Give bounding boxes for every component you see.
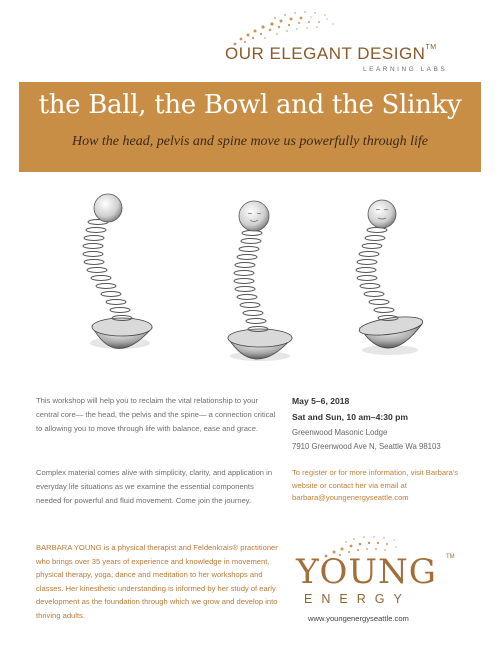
event-time: Sat and Sun, 10 am–4:30 pm	[292, 412, 409, 422]
brand-name: OUR ELEGANT DESIGN™	[225, 44, 437, 63]
workshop-details: Complex material comes alive with simplicity, clarity, and application in everyday life situations as we examine the essential components needed for powerful and fluid movement. Come join the journey.	[36, 468, 273, 505]
event-venue: Greenwood Masonic Lodge	[292, 428, 388, 437]
young-energy-logo	[296, 534, 456, 614]
workshop-description: This workshop will help you to reclaim the vital relationship to your central core— the head, the pelvis and the spine— a connection critical to allowing you to move through life with balance, ease and grace.	[36, 396, 276, 433]
page-subtitle: How the head, pelvis and spine move us powerfully through life	[71, 134, 429, 149]
our-elegant-design-logo	[215, 8, 485, 78]
logo-trademark: TM	[446, 554, 455, 560]
logo-young: YOUNG	[296, 552, 437, 592]
event-date: May 5–6, 2018	[292, 396, 350, 406]
logo-energy: ENERGY	[304, 592, 411, 606]
website-link[interactable]: www.youngenergyseattle.com	[308, 614, 409, 623]
page-title: the Ball, the Bowl and the Slinky	[38, 90, 462, 120]
registration-info[interactable]: To register or for more information, visit Barbara's website or contact her via email at barbara@youngenergyseattle.com	[292, 468, 459, 502]
figure-middle	[228, 201, 292, 361]
ball-bowl-slinky-illustration	[70, 188, 450, 378]
title-banner	[19, 82, 481, 172]
brand-subtitle: LEARNING LABS	[363, 66, 448, 73]
instructor-bio: BARBARA YOUNG is a physical therapist and Feldenkrais® practitioner who brings over 35 years of experience and knowledge in movement, physical therapy, yoga, dance and meditation to her workshops and classes. Her kinesthetic understanding is informed by her study of early development as the foundation through which we grow and develop into thriving adults.	[36, 543, 278, 620]
figure-right	[356, 200, 424, 355]
figure-left	[83, 194, 152, 349]
event-address: 7910 Greenwood Ave N, Seattle Wa 98103	[292, 442, 441, 451]
sparkle-arc-icon	[215, 8, 485, 48]
